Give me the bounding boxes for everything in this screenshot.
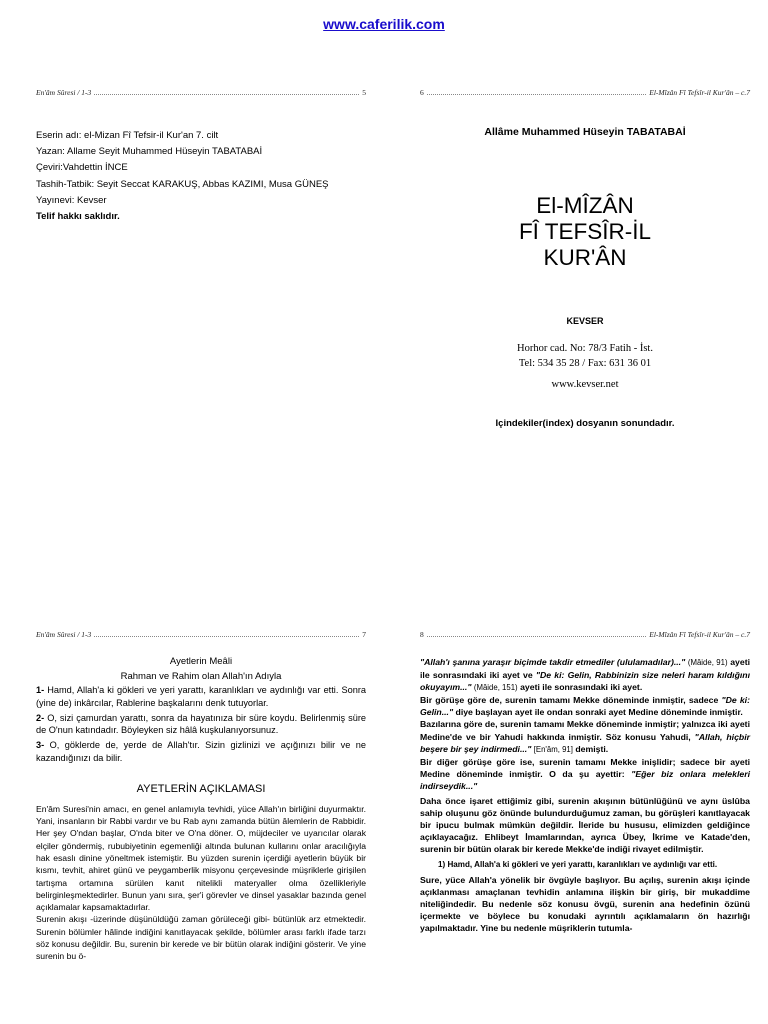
- commentary-text: [420, 656, 750, 934]
- quote: "De ki: Gelin...": [420, 695, 750, 718]
- header-left: En'âm Sûresi / 1-3: [36, 630, 92, 639]
- site-link[interactable]: www.caferilik.com: [323, 16, 445, 32]
- publisher-website: www.kevser.net: [551, 379, 619, 390]
- page-5: [36, 88, 366, 225]
- basmala-line: Rahman ve Rahim olan Allah'ın Adıyla: [120, 671, 282, 682]
- text: Bazılarına göre de, surenin tamamı Mekke döneminde inmiştir; yalnızca iki ayeti Medine'de ve bir Yahudi hakkında inmiştir. Söz konusu Yahudi,: [420, 719, 750, 742]
- verse-number: 1-: [36, 685, 45, 695]
- author-name: Allâme Muhammed Hüseyin TABATABAİ: [484, 126, 686, 138]
- verse-number: 3-: [36, 740, 45, 751]
- header-dots: [427, 630, 646, 637]
- paragraph: [420, 718, 750, 755]
- header-right: El-Mîzân Fî Tefsîr-il Kur'ân – c.7: [649, 88, 750, 97]
- verse-text: O, göklerde de, yerde de Allah'tır. Sizin gizlinizi ve açığınızı bilir ve ne kazandığınızı da bilir.: [36, 740, 366, 763]
- quote: "De ki: Gelin, Rabbinizin size neleri haram kıldığını okuyayım...": [420, 670, 751, 693]
- title-line: El-MÎZÂN: [536, 193, 634, 218]
- info-line: Tashih-Tatbik: Seyit Seccat KARAKUŞ, Abbas KAZIMI, Musa GÜNEŞ: [36, 178, 329, 190]
- verse-text: Hamd, Allah'a ki gökleri ve yeri yarattı, karanlıkları ve aydınlığı var etti. Sonra (yine de) inkârcılar, Rablerine başkalarını denk tutuyorlar.: [36, 685, 366, 708]
- paragraph: [420, 756, 750, 792]
- header-dots: [427, 88, 646, 95]
- section-heading: AYETLERİN AÇIKLAMASI: [136, 782, 266, 795]
- page-number: 6: [420, 88, 424, 97]
- paragraph: En'âm Suresi'nin amacı, en genel anlamıyla tevhidi, yüce Allah'ın birliğini duyurmaktır. Yani, insanların bir Rabbi vardır ve bu Rab aynı zamanda bütün âlemlerin de Rabbidir. Her şey O'ndan başlar, O'nda biter ve O'na döner. O, müjdeciler ve uyarıcılar olarak elçiler göndermiş, rububiyetinin egemenliği altında bulunan kullarını onlar aracılığıyla hak esaslı dinine yöneltmek istemiştir. Bu yüzden surenin içerdiği ayetlerin büyük bir kısmı, tevhit, ahiret günü ve peygamberlik misyonu çerçevesinde müşriklerle girişilen tartışma ortamına sürülen kanıt nitelikli materyaller olma özellikleriyle belirginleşmektedirler. Bunun yanı sıra, şer'i görevler ve dinsel yasaklar bazında genel açıklamalar kapsamaktadırlar.: [36, 803, 366, 913]
- quote: "Allah, hiçbir beşere bir şey indirmedi...": [420, 731, 750, 754]
- verse-2: [36, 712, 366, 738]
- info-line: Yazan: Allame Seyit Muhammed Hüseyin TABATABAİ: [36, 146, 263, 158]
- quote: "Eğer biz onlara melekleri indirseydik...": [420, 768, 750, 791]
- paragraph: Daha önce işaret ettiğimiz gibi, surenin akışının bütünlüğünü ve aynı üslûba sahip oluşunu göz önünde bulundurduğumuz zaman, bu görüşleri kanıtlayacak bir ipucu bulmak mümkün değildir. İleride bu hususu, elimizden geldiğince açıklayacağız. Ehlibeyt İmamlarından, ayrıca Übey, İkrime ve Katade'den, surenin bir bütün olarak bir kerede Mekke'de indiği rivayet edilmiştir.: [420, 796, 750, 855]
- running-header: [420, 88, 750, 100]
- reference: [En'âm, 91]: [533, 744, 573, 754]
- quote: "Allah'ı şanına yaraşır biçimde takdir etmediler (ululamadılar)...": [420, 657, 686, 667]
- paragraph: Surenin akışı -üzerinde düşünüldüğü zaman görüleceği gibi- bütünlük arz etmektedir. Surenin bölümler hâlinde indiğini kanıtlayacak şekilde, bölümler arası farklı ifade tarzı söz konusu değildir. Bu, surenin bir kerede ve bir bütün olarak indiğini gösterir. Ve yine surenin bu ö-: [36, 914, 366, 962]
- running-header: [420, 630, 750, 642]
- page-6: [420, 88, 750, 429]
- page-number: 7: [362, 630, 366, 639]
- book-info: [36, 128, 366, 225]
- meali-title: Ayetlerin Meâli: [169, 656, 233, 667]
- page-7: [36, 630, 366, 963]
- copyright-line: Telif hakkı saklıdır.: [36, 211, 120, 223]
- toc-note: Içindekiler(index) dosyanın sonundadır.: [495, 418, 675, 429]
- address-line: Horhor cad. No: 78/3 Fatih - İst.: [517, 343, 653, 354]
- paragraph: Sure, yüce Allah'a yönelik bir övgüyle başlıyor. Bu açılış, surenin akışı içinde açıklanması amaçlanan tevhidin anlamına ilişkin bir giriş, bir mukaddime niteliğindedir. Bu nedenle söz konusu övgü, surenin ana hedefinin özünü içermekte ve böylece bu konudaki ayrıntılı açıklamaların ön hazırlığı yapılmaktadır. Yine bu nedenle müşriklerin tutumla-: [420, 874, 750, 933]
- header-right: El-Mîzân Fî Tefsîr-il Kur'ân – c.7: [649, 630, 750, 639]
- verse-number: 2-: [36, 712, 45, 723]
- text: ayeti ile sonrasındaki iki ayet.: [517, 682, 643, 693]
- running-header: [36, 88, 366, 100]
- page-number: 5: [362, 88, 366, 97]
- publisher-address: [420, 341, 750, 371]
- book-title: [420, 193, 750, 271]
- verse-text: O, sizi çamurdan yarattı, sonra da hayatınıza bir süre koydu. Belirlenmiş süre de O'nun katındadır. Böyleyken siz hâlâ kuşkulanıyorsunuz.: [36, 712, 366, 736]
- info-line: Çeviri:Vahdettin İNCE: [36, 162, 128, 174]
- reference: (Mâide, 91): [687, 658, 728, 667]
- page-8: [420, 630, 750, 934]
- verse-1: [36, 684, 366, 710]
- verse-citation: 1) Hamd, Allah'a ki gökleri ve yeri yarattı, karanlıkları ve aydınlığı var etti.: [438, 859, 718, 869]
- running-header: [36, 630, 366, 642]
- title-line: FÎ TEFSÎR-İL: [518, 219, 652, 244]
- header-left: En'âm Sûresi / 1-3: [36, 88, 92, 97]
- title-line: KUR'ÂN: [543, 245, 627, 270]
- header-dots: [94, 88, 359, 95]
- text: Bir diğer görüşe göre ise, surenin tamamı Mekke inişlidir; sadece bir ayeti Medine döneminde inmiştir. O da şu ayettir:: [420, 756, 750, 779]
- phone-line: Tel: 534 35 28 / Fax: 631 36 01: [518, 358, 652, 369]
- commentary-text: [36, 803, 366, 963]
- verse-3: [36, 739, 366, 765]
- page-number: 8: [420, 630, 424, 639]
- publisher-name: KEVSER: [566, 316, 604, 326]
- text: Bir görüşe göre de, surenin tamamı Mekke döneminde inmiştir, sadece: [420, 695, 722, 706]
- header-dots: [94, 630, 359, 637]
- info-line: Yayınevi: Kevser: [36, 194, 107, 206]
- info-line: Eserin adı: el-Mizan Fî Tefsir-il Kur'an 7. cilt: [36, 130, 219, 141]
- text: diye başlayan ayet ile ondan sonraki ayet Medine döneminde inmiştir.: [453, 707, 743, 718]
- paragraph: [420, 694, 750, 718]
- paragraph: [420, 656, 750, 694]
- reference: (Mâide, 151): [473, 683, 518, 693]
- text: demişti.: [572, 743, 609, 754]
- text: ayeti ile sonrasındaki iki ayet ve: [420, 657, 750, 681]
